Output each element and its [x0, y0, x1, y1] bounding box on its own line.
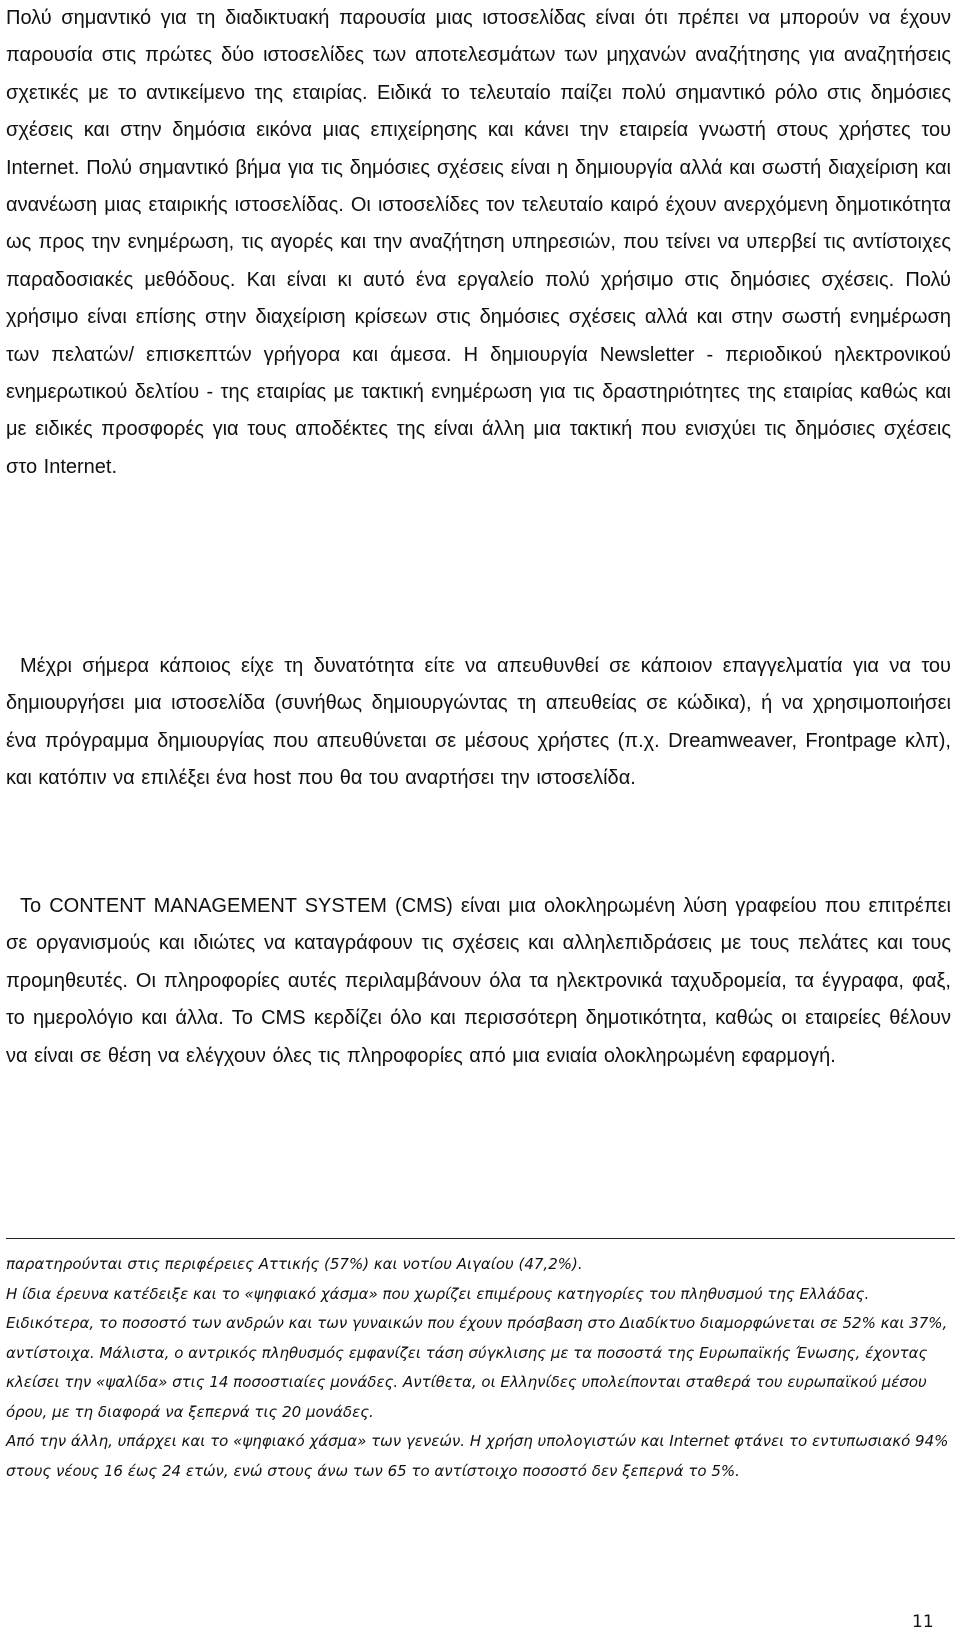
body-paragraph-web-presence: Πολύ σημαντικό για τη διαδικτυακή παρουσία μιας ιστοσελίδας είναι ότι πρέπει να μπορούν να έχουν παρουσία στις πρώτες δύο ιστοσελίδες των αποτελεσμάτων των μηχανών αναζήτησης για αναζητήσεις σχετικές με το αντικείμενο της εταιρίας. Ειδικά το τελευταίο παίζει πολύ σημαντικό ρόλο στις δημόσιες σχέσεις και στην δημόσια εικόνα μιας επιχείρησης και κάνει την εταιρεία γνωστή στους χρήστες του Internet. Πολύ σημαντικό βήμα για τις δημόσιες σχέσεις είναι η δημιουργία αλλά και σωστή διαχείριση και ανανέωση μιας εταιρικής ιστοσελίδας. Οι ιστοσελίδες τον τελευταίο καιρό έχουν ανερχόμενη δημοτικότητα ως προς την ενημέρωση, τις αγορές και την αναζήτηση υπηρεσιών, που τείνει να υπερβεί τις αντίστοιχες παραδοσιακές μεθόδους. Και είναι κι αυτό ένα εργαλείο πολύ χρήσιμο στις δημόσιες σχέσεις. Πολύ χρήσιμο είναι επίσης στην διαχείριση κρίσεων στις δημόσιες σχέσεις αλλά και στην σωστή ενημέρωση των πελατών/ επισκεπτών γρήγορα και άμεσα. Η δημιουργία Newsletter - περιοδικού ηλεκτρονικού ενημερωτικού δελτίου - της εταιρίας με τακτική ενημέρωση για τις δραστηριότητες της εταιρίας καθώς και με ειδικές προσφορές για τους αποδέκτες της είναι άλλη μια τακτική που ενισχύει τις δημόσιες σχέσεις στο Internet. — [6, 7, 951, 478]
body-paragraph-cms: Το CONTENT MANAGEMENT SYSTEM (CMS) είναι μια ολοκληρωμένη λύση γραφείου που επιτρέπει σε οργανισμούς και ιδιώτες να καταγράφουν τις σχέσεις και αλληλεπιδράσεις με τους πελάτες και τους προμηθευτές. Οι πληροφορίες αυτές περιλαμβάνουν όλα τα ηλεκτρονικά ταχυδρομεία, τα έγγραφα, φαξ, το ημερολόγιο και άλλα. Το CMS κερδίζει όλο και περισσότερη δημοτικότητα, καθώς οι εταιρείες θέλουν να είναι σε θέση να ελέγχουν όλες τις πληροφορίες από μια ενιαία ολοκληρωμένη εφαρμογή. — [6, 895, 951, 1067]
footnote-separator — [6, 1238, 955, 1239]
body-paragraph-website-creation: Μέχρι σήμερα κάποιος είχε τη δυνατότητα είτε να απευθυνθεί σε κάποιον επαγγελματία για να του δημιουργήσει μια ιστοσελίδα (συνήθως δημιουργώντας τη απευθείας σε κώδικα), ή να χρησιμοποιήσει ένα πρόγραμμα δημιουργίας που απευθύνεται σε μέσους χρήστες (π.χ. Dreamweaver, Frontpage κλπ), και κατόπιν να επιλέξει ένα host που θα του αναρτήσει την ιστοσελίδα. — [6, 655, 951, 790]
page-number: 11 — [912, 1612, 934, 1632]
footnote-line-regions: παρατηρούνται στις περιφέρειες Αττικής (57%) και νοτίου Αιγαίου (47,2%). — [6, 1255, 583, 1273]
footnote-line-generation-gap: Από την άλλη, υπάρχει και το «ψηφιακό χάσμα» των γενεών. Η χρήση υπολογιστών και Internet φτάνει το εντυπωσιακό 94% στους νέους 16 έως 24 ετών, ενώ στους άνω των 65 το αντίστοιχο ποσοστό δεν ξεπερνά το 5%. — [6, 1432, 949, 1480]
footnote-line-gender-gap: Η ίδια έρευνα κατέδειξε και το «ψηφιακό χάσμα» που χωρίζει επιμέρους κατηγορίες του πληθυσμού της Ελλάδας. Ειδικότερα, το ποσοστό των ανδρών και των γυναικών που έχουν πρόσβαση στο Διαδίκτυο διαμορφώνεται σε 52% και 37%, αντίστοιχα. Μάλιστα, ο αντρικός πληθυσμός εμφανίζει τάση σύγκλισης με τα ποσοστά της Ευρωπαϊκής Ένωσης, έχοντας κλείσει την «ψαλίδα» στις 14 ποσοστιαίες μονάδες. Αντίθετα, οι Ελληνίδες υπολείπονται σταθερά του ευρωπαϊκού μέσου όρου, με τη διαφορά να ξεπερνά τις 20 μονάδες. — [6, 1284, 948, 1421]
footnotes — [6, 1250, 951, 1486]
